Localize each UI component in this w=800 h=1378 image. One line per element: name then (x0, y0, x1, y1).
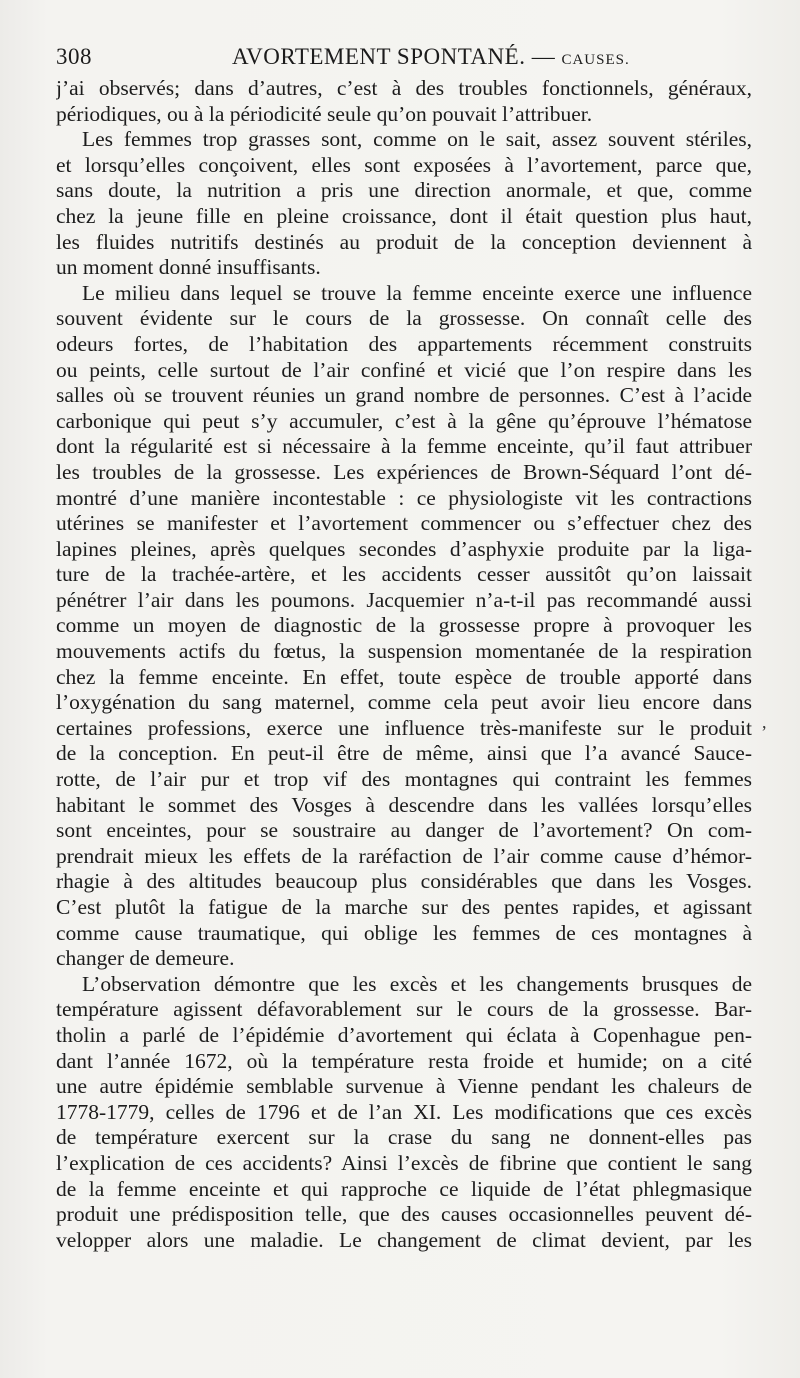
page-header (56, 38, 756, 78)
text-line: un moment donné insuffisants. (56, 255, 321, 280)
text-line: utérines se manifester et l’avortement commencer ou s’effectuer chez des (56, 511, 752, 536)
text-line: carbonique qui peut s’y accumuler, c’est à la gêne qu’éprouve l’hématose (56, 408, 752, 433)
text-line: L’observation démontre que les excès et les changements brusques de (82, 971, 752, 996)
text-line: mouvements actifs du fœtus, la suspension momentanée de la respiration (56, 639, 752, 664)
text-line: de température exercent sur la crase du sang ne donnent-elles pas (56, 1125, 752, 1150)
text-line: périodiques, ou à la périodicité seule qu’on pouvait l’attribuer. (56, 101, 593, 126)
text-line: une autre épidémie semblable survenue à Vienne pendant les chaleurs de (56, 1074, 752, 1099)
text-line: rotte, de l’air pur et trop vif des montagnes qui contraint les femmes (56, 767, 752, 792)
text-line: certaines professions, exerce une influence très-manifeste sur le produit (56, 715, 752, 740)
page-number: 308 (56, 44, 92, 69)
body-text (56, 76, 752, 1253)
text-line: rhagie à des altitudes beaucoup plus considérables que dans les Vosges. (56, 869, 752, 894)
text-line: sans doute, la nutrition a pris une direction anormale, et que, comme (56, 178, 752, 203)
text-line: température agissent défavorablement sur le cours de la grossesse. Bar- (56, 997, 752, 1022)
text-line: produit une prédisposition telle, que des causes occasionnelles peuvent dé- (56, 1202, 752, 1227)
text-line: pénétrer l’air dans les poumons. Jacquemier n’a-t-il pas recommandé aussi (56, 587, 752, 612)
text-line: souvent évidente sur le cours de la grossesse. On connaît celle des (56, 306, 752, 331)
text-line: prendrait mieux les effets de la raréfaction de l’air comme cause d’hémor- (56, 843, 752, 868)
margin-mark: , (762, 712, 767, 732)
text-line: sont enceintes, pour se soustraire au danger de l’avortement? On com- (56, 818, 752, 843)
text-line: Les femmes trop grasses sont, comme on le sait, assez souvent stériles, (82, 127, 752, 152)
text-line: velopper alors une maladie. Le changement de climat devient, par les (56, 1227, 752, 1252)
text-line: l’explication de ces accidents? Ainsi l’excès de fibrine que contient le sang (56, 1150, 752, 1175)
text-line: de la femme enceinte et qui rapproche ce liquide de l’état phlegmasique (56, 1176, 752, 1201)
text-line: et lorsqu’elles conçoivent, elles sont exposées à l’avortement, parce que, (56, 152, 752, 177)
text-line: changer de demeure. (56, 946, 235, 971)
text-line: les troubles de la grossesse. Les expériences de Brown-Séquard l’ont dé- (56, 459, 752, 484)
text-line: ture de la trachée-artère, et les accidents cesser aussitôt qu’on laissait (56, 562, 752, 587)
text-line: de la conception. En peut-il être de même, ainsi que l’a avancé Sauce- (56, 741, 752, 766)
text-line: Le milieu dans lequel se trouve la femme enceinte exerce une influence (82, 280, 752, 305)
text-line: l’oxygénation du sang maternel, comme cela peut avoir lieu encore dans (56, 690, 752, 715)
running-title (232, 44, 630, 70)
text-line: dont la régularité est si nécessaire à la femme enceinte, qu’il faut attribuer (56, 434, 752, 459)
text-line: comme un moyen de diagnostic de la grossesse propre à provoquer les (56, 613, 752, 638)
running-title-main: AVORTEMENT SPONTANÉ. — (232, 44, 556, 69)
text-line: j’ai observés; dans d’autres, c’est à des troubles fonctionnels, généraux, (56, 76, 752, 100)
text-line: chez la jeune fille en pleine croissance, dont il était question plus haut, (56, 203, 752, 228)
text-line: dant l’année 1672, où la température resta froide et humide; on a cité (56, 1048, 752, 1073)
text-line: montré d’une manière incontestable : ce physiologiste vit les contractions (56, 485, 752, 510)
text-line: chez la femme enceinte. En effet, toute espèce de trouble apporté dans (56, 664, 752, 689)
text-line: 1778-1779, celles de 1796 et de l’an XI. Les modifications que ces excès (56, 1099, 752, 1124)
text-line: ou peints, celle surtout de l’air confiné et vicié que l’on respire dans les (56, 357, 752, 382)
text-line: odeurs fortes, de l’habitation des appartements récemment construits (56, 331, 752, 356)
running-title-sub: CAUSES. (561, 52, 630, 68)
text-line: lapines pleines, après quelques secondes d’asphyxie produite par la liga- (56, 536, 752, 561)
text-line: habitant le sommet des Vosges à descendre dans les vallées lorsqu’elles (56, 792, 752, 817)
text-line: C’est plutôt la fatigue de la marche sur des pentes rapides, et agissant (56, 895, 752, 919)
text-line: salles où se trouvent réunies un grand nombre de personnes. C’est à l’acide (56, 383, 752, 408)
text-line: les fluides nutritifs destinés au produit de la conception deviennent à (56, 229, 752, 254)
text-line: comme cause traumatique, qui oblige les femmes de ces montagnes à (56, 920, 752, 945)
text-line: tholin a parlé de l’épidémie d’avortement qui éclata à Copenhague pen- (56, 1022, 752, 1047)
